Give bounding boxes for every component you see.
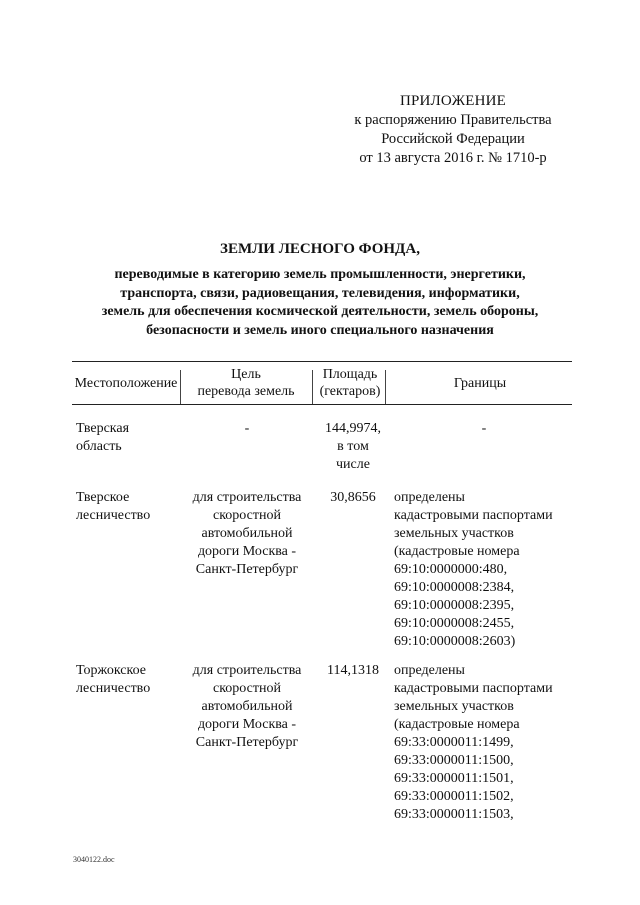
cell-line: - — [244, 421, 250, 436]
header-bounds — [388, 375, 572, 417]
header-area-line: (гектаров) — [319, 384, 381, 399]
subtitle-line: транспорта, связи, радиовещания, телевидения, информатики, — [120, 285, 520, 301]
cell-bounds — [454, 420, 514, 438]
cell-purpose — [184, 420, 310, 438]
header-location — [72, 375, 180, 417]
cell-line: для строительства — [192, 490, 302, 505]
cell-area — [316, 420, 390, 474]
appendix-line: к распоряжению Правительства — [354, 112, 552, 128]
cell-line: 114,1318 — [327, 663, 379, 678]
header-purpose-line: перевода земель — [197, 384, 295, 399]
header-purpose-line: Цель — [231, 367, 261, 382]
cell-line: автомобильной — [201, 526, 293, 541]
cell-line: 69:10:0000008:2395, — [394, 598, 515, 613]
cell-line: 69:33:0000011:1499, — [394, 735, 514, 750]
header-area-line: Площадь — [322, 367, 378, 382]
cell-line: 69:33:0000011:1503, — [394, 807, 514, 822]
table-header — [72, 362, 572, 404]
cell-line: Торжокское — [76, 663, 146, 678]
cell-line: Санкт-Петербург — [195, 562, 299, 577]
cell-location — [76, 420, 180, 456]
header-purpose — [182, 366, 310, 408]
header-location-label: Местоположение — [74, 376, 178, 391]
cell-line: определены — [394, 490, 465, 505]
cell-purpose — [184, 489, 310, 579]
cell-line: для строительства — [192, 663, 302, 678]
cell-line: - — [481, 421, 487, 436]
cell-line: (кадастровые номера — [394, 544, 520, 559]
document-title: ЗЕМЛИ ЛЕСНОГО ФОНДА, — [220, 241, 420, 257]
appendix-block — [330, 92, 576, 168]
document-subtitle — [60, 266, 580, 340]
cell-location — [76, 489, 180, 525]
cell-line: 69:10:0000008:2384, — [394, 580, 515, 595]
appendix-line: Российской Федерации — [381, 131, 525, 147]
cell-line: Тверское — [76, 490, 130, 505]
subtitle-line: переводимые в категорию земель промышленности, энергетики, — [114, 267, 526, 282]
cell-line: 69:10:0000000:480, — [394, 562, 508, 577]
cell-line: Тверская — [76, 421, 130, 436]
cell-line: скоростной — [213, 681, 281, 696]
cell-line: 144,9974, — [325, 421, 381, 436]
cell-line: лесничество — [76, 681, 151, 696]
appendix-title: ПРИЛОЖЕНИЕ — [399, 93, 507, 109]
header-bounds-label: Границы — [453, 376, 507, 391]
cell-line: Санкт-Петербург — [195, 735, 299, 750]
cell-line: 69:10:0000008:2603) — [394, 634, 516, 649]
cell-line: кадастровыми паспортами — [394, 681, 553, 696]
cell-line: 69:10:0000008:2455, — [394, 616, 515, 631]
cell-line: скоростной — [213, 508, 281, 523]
cell-line: кадастровыми паспортами — [394, 508, 553, 523]
cell-line: 30,8656 — [330, 490, 376, 505]
cell-line: числе — [336, 457, 370, 472]
cell-area — [316, 489, 390, 507]
footer-filename: 3040122.doc — [73, 855, 115, 864]
subtitle-line: земель для обеспечения космической деятельности, земель обороны, — [101, 304, 539, 319]
cell-area — [316, 662, 390, 680]
cell-line: автомобильной — [201, 699, 293, 714]
cell-purpose — [184, 662, 310, 752]
cell-line: дороги Москва - — [197, 544, 297, 559]
cell-line: (кадастровые номера — [394, 717, 520, 732]
header-area — [314, 366, 386, 408]
cell-line: 69:33:0000011:1502, — [394, 789, 514, 804]
subtitle-line: безопасности и земель иного специального назначения — [146, 322, 494, 338]
cell-line: земельных участков — [394, 699, 514, 714]
cell-bounds — [394, 662, 572, 824]
cell-line: земельных участков — [394, 526, 514, 541]
cell-line: определены — [394, 663, 465, 678]
cell-line: область — [76, 439, 122, 454]
cell-line: лесничество — [76, 508, 151, 523]
cell-line: в том — [337, 439, 369, 454]
cell-line: 69:33:0000011:1501, — [394, 771, 514, 786]
cell-location — [76, 662, 180, 698]
cell-line: 69:33:0000011:1500, — [394, 753, 514, 768]
cell-bounds — [394, 489, 572, 651]
cell-line: дороги Москва - — [197, 717, 297, 732]
appendix-date-line: от 13 августа 2016 г. № 1710-р — [359, 150, 547, 166]
